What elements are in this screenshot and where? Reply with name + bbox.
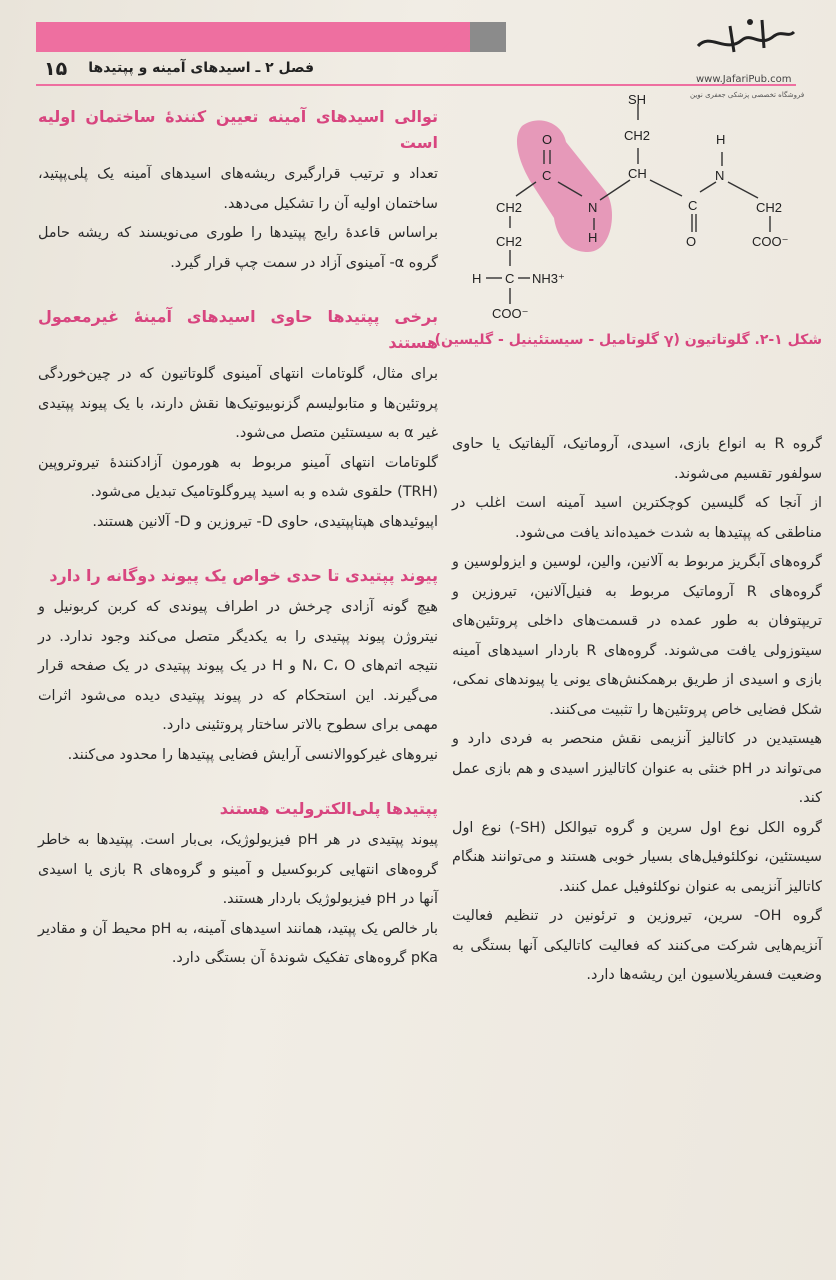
atom-ch2-a: CH2 <box>496 200 523 215</box>
atom-nh3: NH3⁺ <box>532 271 565 286</box>
atom-h-left: H <box>588 230 598 245</box>
paragraph: برای مثال، گلوتامات انتهای آمینوی گلوتاتیون که در چین‌خوردگی پروتئین‌ها و متابولیسم گزنوبیوتیک‌ها نقش دارند، با یک پیوند پپتیدی غیر α به سیستئین متصل می‌شود. <box>38 366 438 441</box>
atom-coo-gly: COO⁻ <box>752 234 789 249</box>
paragraph: گروه‌های آبگریز مربوط به آلانین، والین، لوسین و ایزولوسین و گروه‌های R آروماتیک مربوط به فنیل‌آلانین، تیروزین و تریپتوفان به طور عمده در قسمت‌های داخلی پروتئین‌های سیتوزولی یافت می‌شوند. گروه‌های R باردار اسیدهای آمینه بازی و اسیدی از طریق برهمکنش‌های یونی یا پیوندهای نمکی، شکل فضایی خاص پروتئین‌ها را تثبیت می‌کنند. <box>452 554 823 718</box>
atom-sh: SH <box>628 92 647 107</box>
atom-h-top: H <box>716 132 726 147</box>
atom-ch2-b: CH2 <box>496 234 523 249</box>
header-grey-block <box>470 22 506 52</box>
atom-ch2-cys: CH2 <box>624 128 651 143</box>
atom-n-gly: N <box>715 168 725 183</box>
glutathione-structure-figure <box>460 92 820 338</box>
publisher-tagline: فروشگاه تخصصی پزشکی جعفری نوین <box>690 91 805 99</box>
atom-c-mid: C <box>688 198 698 213</box>
atom-o-left: O <box>542 132 553 147</box>
paragraph: گروه الکل نوع اول سرین و گروه تیوالکل (SH-) نوع اول سیستئین، نوکلئوفیل‌های بسیار خوبی هستند و می‌توانند هنگام کاتالیز آنزیمی به عنوان نوکلئوفیل عمل کنند. <box>452 819 822 895</box>
section-heading: پپتیدها پلی‌الکترولیت هستند <box>219 799 438 818</box>
page-number: ۱۵ <box>44 58 68 80</box>
header-band-tip <box>440 22 470 52</box>
paragraph: هیچ گونه آزادی چرخش در اطراف پیوندی که کربن کربونیل و نیتروژن پیوند پپتیدی را به یکدیگر متصل می‌کند وجود ندارد. در نتیجه اتم‌های N، C، O و H در یک پیوند پپتیدی در یک صفحه قرار می‌گیرند. این استحکام که در پیوند پپتیدی دیده می‌شود اثرات مهمی برای سطوح بالاتر ساختار پروتئینی دارد. <box>38 599 438 733</box>
paragraph: هیستیدین در کاتالیز آنزیمی نقش منحصر به فردی دارد و می‌تواند در pH خنثی به عنوان کاتالیزر اسیدی و هم بازی عمل کند. <box>452 731 822 806</box>
paragraph: نیروهای غیرکووالانسی آرایش فضایی پپتیدها را محدود می‌کنند. <box>67 746 438 763</box>
paragraph: بار خالص یک پپتید، همانند اسیدهای آمینه، به pH محیط آن و مقادیر pKa گروه‌های تفکیک شوندهٔ آن بستگی دارد. <box>38 920 439 966</box>
paragraph: گروه OH- سرین، تیروزین و ترئونین در تنظیم فعالیت آنزیم‌هایی شرکت می‌کنند که فعالیت کاتالیکی آنها بستگی به وضعیت فسفریلاسیون این ریشه‌ها دارد. <box>452 908 822 983</box>
header-rule <box>36 84 796 86</box>
paragraph: از آنجا که گلیسین کوچکترین اسید آمینه است اغلب در مناطقی که پپتیدها به شدت خمیده‌اند یافت می‌شود. <box>452 495 822 541</box>
paragraph: پیوند پپتیدی در هر pH فیزیولوژیک، بی‌بار است. پپتیدها به خاطر گروه‌های انتهایی کربوکسیل و آمینو و گروه‌های R بازی یا اسیدی آنها در pH فیزیولوژیک باردار هستند. <box>38 832 438 907</box>
chapter-title: فصل ۲ ـ اسیدهای آمینه و پپتیدها <box>88 60 314 76</box>
right-column <box>452 430 822 991</box>
header-band <box>36 22 476 52</box>
publisher-url: www.JafariPub.com <box>696 74 792 85</box>
atom-n-left: N <box>588 200 598 215</box>
paragraph: گروه R به انواع بازی، اسیدی، آروماتیک، آلیفاتیک یا حاوی سولفور تقسیم می‌شوند. <box>452 436 822 482</box>
atom-ch-cys: CH <box>628 166 647 181</box>
atom-coo-glu: COO⁻ <box>492 306 529 321</box>
paragraph: گلوتامات انتهای آمینو مربوط به هورمون آزادکنندهٔ تیروتروپین (TRH) حلقوی شده و به اسید پیروگلوتامیک تبدیل می‌شود. <box>38 454 438 500</box>
paragraph: اپیوئیدهای هپتاپپتیدی، حاوی D- تیروزین و D- آلانین هستند. <box>92 513 438 530</box>
figure-caption: شکل ۱-۲. گلوتاتیون (γ گلوتامیل - سیستئینیل - گلیسین). <box>429 332 822 348</box>
atom-ch2-gly: CH2 <box>756 200 783 215</box>
paragraph: براساس قاعدهٔ رایج پپتیدها را طوری می‌نویسند که ریشه حامل گروه α- آمینوی آزاد در سمت چپ قرار گیرد. <box>38 225 438 271</box>
atom-o-mid: O <box>686 234 697 249</box>
atom-c-alpha: C <box>505 271 515 286</box>
atom-h-alpha: H <box>472 271 482 286</box>
section-heading: توالی اسیدهای آمینه تعیین کنندهٔ ساختمان اولیه است <box>38 107 438 152</box>
publisher-logo <box>690 12 805 102</box>
paragraph: تعداد و ترتیب قرارگیری ریشه‌های اسیدهای آمینه یک پلی‌پپتید، ساختمان اولیه آن را تشکیل می‌دهد. <box>38 166 438 212</box>
section-heading: پیوند پپتیدی تا حدی خواص یک پیوند دوگانه را دارد <box>49 566 438 585</box>
section-heading: برخی پپتیدها حاوی اسیدهای آمینهٔ غیرمعمول هستند <box>38 307 438 352</box>
atom-labels <box>472 92 788 321</box>
left-column <box>38 104 438 974</box>
publisher-logo-icon <box>690 12 800 64</box>
atom-c-left: C <box>542 168 552 183</box>
